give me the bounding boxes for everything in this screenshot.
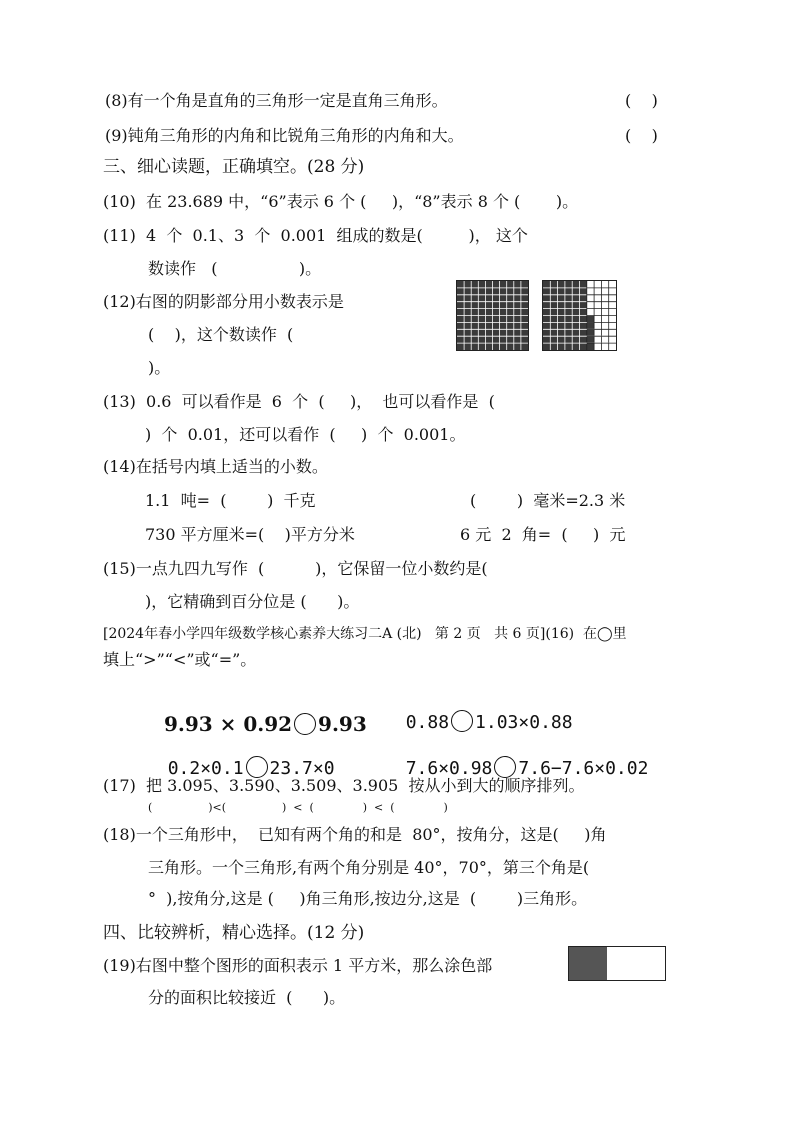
compare-expr: 0.2×0.1 [167, 758, 244, 779]
q12-line-1: (12)右图的阴影部分用小数表示是 [103, 292, 344, 311]
q11-line-2: 数读作 ( )。 [148, 259, 322, 278]
q12-line-3: )。 [148, 358, 171, 377]
q14-item-c: 730 平方厘米=( )平方分米 [145, 525, 355, 544]
compare-expr: 9.93 × 0.92 [163, 712, 293, 736]
compare-expr: 1.03×0.88 [475, 712, 573, 733]
grid-figure-left [456, 280, 529, 351]
q17-blanks[interactable]: ( )<( ) < ( ) < ( ) [148, 801, 448, 814]
compare-expr: 9.93 [318, 712, 367, 736]
q9-line: (9)钝角三角形的内角和比锐角三角形的内角和大。 [105, 126, 464, 145]
q17-line: (17) 把 3.095、3.590、3.509、3.905 按从小到大的顺序排列。 [103, 776, 585, 795]
grid-right-svg [543, 281, 616, 350]
footer-and-q16: [2024年春小学四年级数学核心素养大练习二A (北) 第 2 页 共 6 页](16) 在◯里 [103, 626, 627, 642]
compare-expr: 0.88 [405, 712, 450, 733]
compare-expr: 7.6×0.98 [405, 758, 493, 779]
q8-answer-paren[interactable]: ( ) [625, 91, 658, 110]
q16-line-2: 填上“>”“<”或“=”。 [103, 650, 257, 669]
q14-item-d: 6 元 2 角= ( ) 元 [460, 525, 626, 544]
compare-row-1-left [150, 688, 367, 736]
q19-line-1: (19)右图中整个图形的面积表示 1 平方米，那么涂色部 [103, 956, 493, 975]
q18-line-3: ° ),按角分,这是 ( )角三角形,按边分,这是 ( )三角形。 [148, 889, 588, 908]
q12-line-2: ( )，这个数读作 ( [148, 325, 294, 344]
q14-item-b: ( ) 毫米=2.3 米 [470, 491, 626, 510]
area-figure-shaded-part [569, 947, 607, 980]
q14-item-a: 1.1 吨= ( ) 千克 [145, 491, 316, 510]
compare-row-1-right [384, 686, 573, 735]
q15-line-1: (15)一点九四九写作 ( )，它保留一位小数约是( [103, 559, 488, 578]
section-4-heading: 四、比较辨析，精心选择。(12 分) [103, 923, 365, 943]
q8-line: (8)有一个角是直角的三角形一定是直角三角形。 [105, 91, 448, 110]
q15-line-2: )，它精确到百分位是 ( )。 [145, 592, 360, 611]
q14-line: (14)在括号内填上适当的小数。 [103, 457, 328, 476]
q9-answer-paren[interactable]: ( ) [625, 126, 658, 145]
q13-line-1: (13) 0.6 可以看作是 6 个 ( )， 也可以看作是 ( [103, 392, 495, 411]
grid-figure-right [542, 280, 617, 351]
q18-line-2: 三角形。一个三角形,有两个角分别是 40°，70°，第三个角是( [148, 858, 590, 877]
compare-expr: 7.6−7.6×0.02 [518, 758, 649, 779]
q11-line-1: (11) 4 个 0.1、3 个 0.001 组成的数是( )， 这个 [103, 226, 528, 245]
section-3-heading: 三、细心读题，正确填空。(28 分) [103, 157, 365, 177]
grid-shaded-partial [587, 316, 594, 351]
q18-line-1: (18)一个三角形中， 已知有两个角的和是 80°，按角分，这是( )角 [103, 825, 607, 844]
compare-circle[interactable] [451, 710, 473, 732]
q19-line-2: 分的面积比较接近 ( )。 [148, 988, 346, 1007]
compare-expr: 23.7×0 [269, 758, 335, 779]
area-figure [568, 946, 666, 981]
q13-line-2: ) 个 0.01，还可以看作 ( ) 个 0.001。 [145, 425, 466, 444]
grid-left-svg [457, 281, 528, 350]
q10-line: (10) 在 23.689 中，“6”表示 6 个 ( )，“8”表示 8 个 ( )。 [103, 192, 579, 211]
